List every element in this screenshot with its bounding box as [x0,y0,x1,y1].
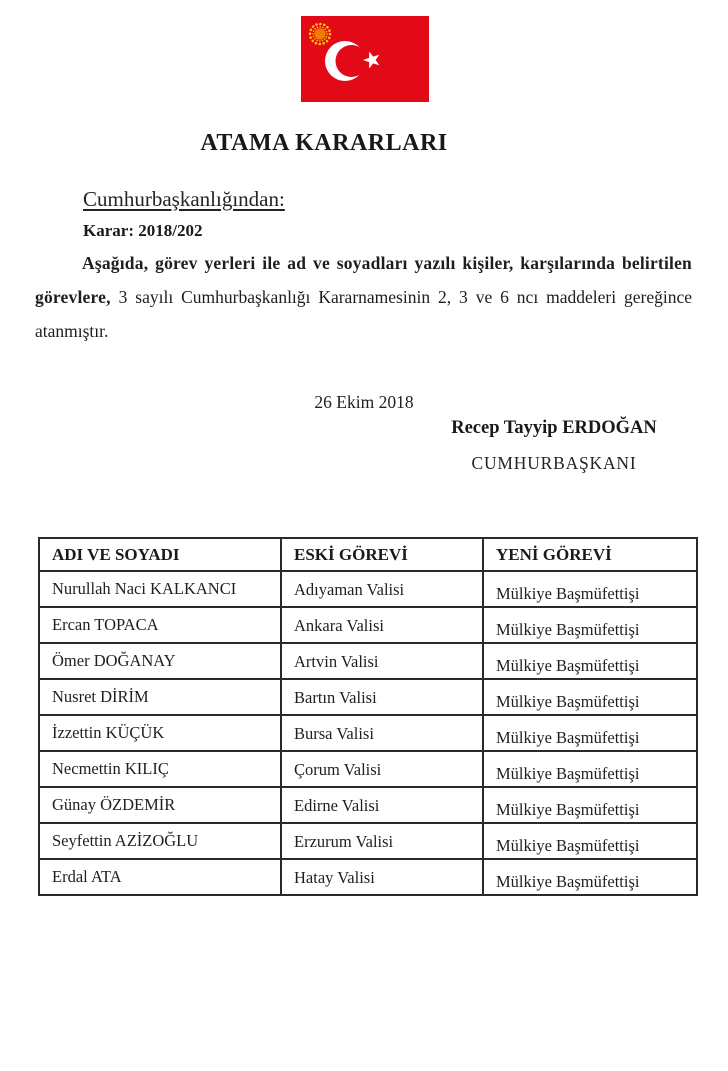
body-paragraph-bold: Aşağıda, görev yerleri ile ad ve soyadları yazılı kişiler, karşılarında belirtilen görevlere, [35,253,692,307]
column-header: ADI VE SOYADI [39,538,281,571]
new-position-cell: Mülkiye Başmüfettişi [483,607,697,643]
person-name-cell: Necmettin KILIÇ [39,751,281,787]
old-position-cell: Erzurum Valisi [281,823,483,859]
appointments-table [38,537,698,896]
new-position-cell: Mülkiye Başmüfettişi [483,751,697,787]
table-row [39,607,697,643]
body-paragraph-regular: 3 sayılı Cumhurbaşkanlığı Kararnamesinin 2, 3 ve 6 ncı maddeleri gereğince atanmıştır. [35,287,692,341]
new-position-cell: Mülkiye Başmüfettişi [483,859,697,895]
table-row [39,787,697,823]
table-row [39,823,697,859]
decree-date: 26 Ekim 2018 [314,392,414,412]
person-name-cell: Seyfettin AZİZOĞLU [39,823,281,859]
new-position-cell: Mülkiye Başmüfettişi [483,823,697,859]
turkish-presidential-flag-icon [301,16,429,102]
old-position-cell: Edirne Valisi [281,787,483,823]
person-name-cell: Günay ÖZDEMİR [39,787,281,823]
old-position-cell: Bartın Valisi [281,679,483,715]
person-name-cell: İzzettin KÜÇÜK [39,715,281,751]
table-row [39,751,697,787]
old-position-cell: Artvin Valisi [281,643,483,679]
decision-number: Karar: 2018/202 [83,221,203,240]
new-position-cell: Mülkiye Başmüfettişi [483,679,697,715]
old-position-cell: Adıyaman Valisi [281,571,483,607]
table-row [39,679,697,715]
signer-name: Recep Tayyip ERDOĞAN [451,418,657,438]
new-position-cell: Mülkiye Başmüfettişi [483,787,697,823]
old-position-cell: Bursa Valisi [281,715,483,751]
page-title: ATAMA KARARLARI [200,130,448,156]
new-position-cell: Mülkiye Başmüfettişi [483,571,697,607]
signer-title: CUMHURBAŞKANI [471,453,637,473]
table-row [39,859,697,895]
body-paragraph [35,246,692,348]
table-row [39,715,697,751]
signature-block [378,418,728,474]
issuer-line: Cumhurbaşkanlığından: [83,187,285,211]
old-position-cell: Hatay Valisi [281,859,483,895]
old-position-cell: Ankara Valisi [281,607,483,643]
person-name-cell: Ercan TOPACA [39,607,281,643]
table-row [39,643,697,679]
table-row [39,571,697,607]
table-header-row [39,538,697,571]
column-header: YENİ GÖREVİ [483,538,697,571]
old-position-cell: Çorum Valisi [281,751,483,787]
person-name-cell: Nusret DİRİM [39,679,281,715]
column-header: ESKİ GÖREVİ [281,538,483,571]
new-position-cell: Mülkiye Başmüfettişi [483,715,697,751]
person-name-cell: Ömer DOĞANAY [39,643,281,679]
new-position-cell: Mülkiye Başmüfettişi [483,643,697,679]
person-name-cell: Nurullah Naci KALKANCI [39,571,281,607]
person-name-cell: Erdal ATA [39,859,281,895]
